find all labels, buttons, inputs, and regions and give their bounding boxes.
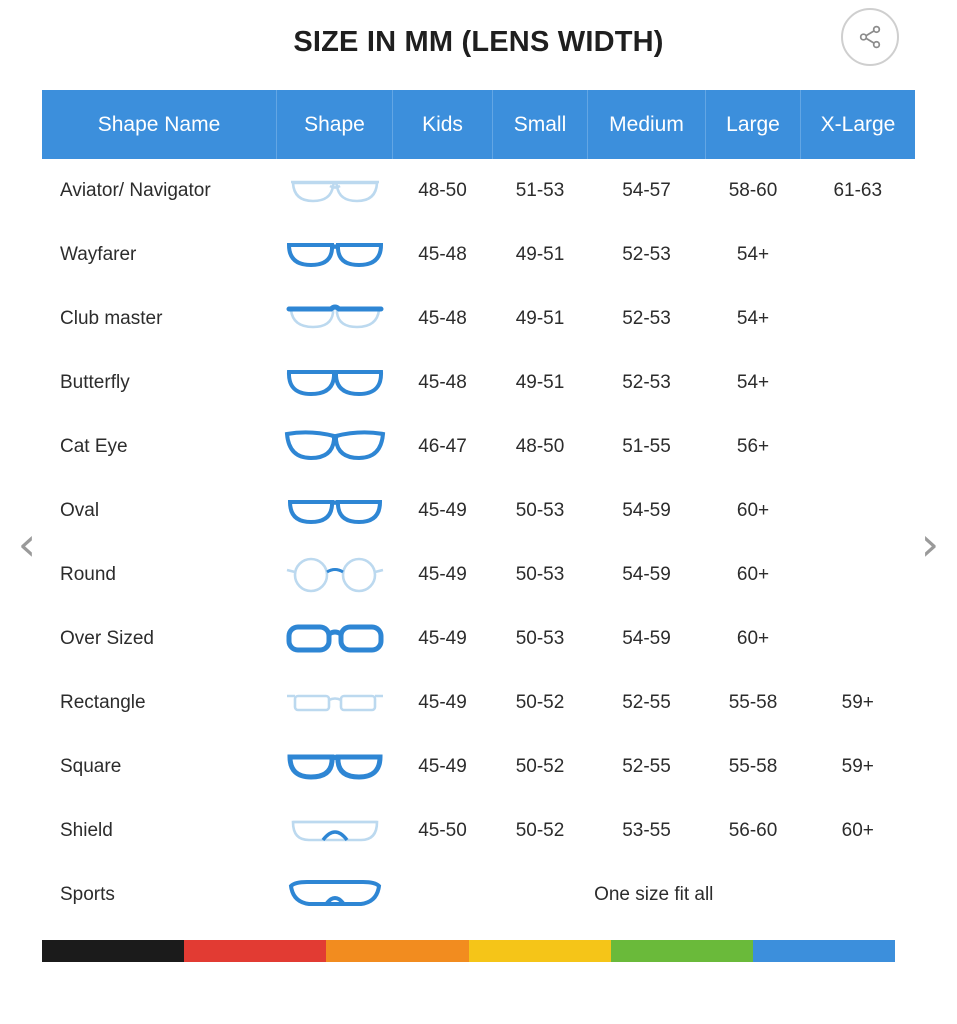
table-row (42, 351, 915, 415)
cell-shape-name: Round (42, 543, 277, 607)
sports-glasses-icon (277, 872, 393, 918)
color-bar-segment-2 (326, 940, 468, 962)
cell-kids: 45-49 (393, 479, 493, 543)
cell-shape-name: Rectangle (42, 671, 277, 735)
cell-small: 49-51 (493, 223, 588, 287)
table-row (42, 479, 915, 543)
cell-small: 49-51 (493, 351, 588, 415)
size-table-card (42, 90, 895, 927)
column-header-shape: Shape (277, 90, 393, 159)
table-row (42, 735, 915, 799)
cell-shape-icon (277, 415, 393, 479)
cell-small: 50-53 (493, 607, 588, 671)
color-bar-segment-1 (184, 940, 326, 962)
table-row (42, 607, 915, 671)
table-row (42, 799, 915, 863)
cell-kids: 45-49 (393, 543, 493, 607)
cell-large: 54+ (706, 351, 801, 415)
cell-large: 56+ (706, 415, 801, 479)
wayfarer-glasses-icon (277, 232, 393, 278)
cell-kids: 45-48 (393, 223, 493, 287)
cell-shape-name: Club master (42, 287, 277, 351)
cell-shape-name: Over Sized (42, 607, 277, 671)
cell-shape-icon (277, 607, 393, 671)
color-bar-segment-4 (611, 940, 753, 962)
cell-shape-name: Butterfly (42, 351, 277, 415)
cell-small: 50-53 (493, 543, 588, 607)
cell-shape-icon (277, 479, 393, 543)
size-table-body (42, 159, 915, 927)
cell-xlarge (801, 223, 916, 287)
cell-large: 54+ (706, 223, 801, 287)
cateye-glasses-icon (277, 424, 393, 470)
cell-shape-icon (277, 799, 393, 863)
cell-small: 49-51 (493, 287, 588, 351)
butterfly-glasses-icon (277, 360, 393, 406)
table-row (42, 415, 915, 479)
cell-kids: 48-50 (393, 159, 493, 223)
cell-shape-name: Wayfarer (42, 223, 277, 287)
cell-kids: 45-49 (393, 735, 493, 799)
size-table-head (42, 90, 915, 159)
oversized-glasses-icon (277, 616, 393, 662)
rectangle-glasses-icon (277, 680, 393, 726)
cell-medium: 54-59 (588, 607, 706, 671)
cell-medium: 52-53 (588, 223, 706, 287)
cell-medium: 54-59 (588, 543, 706, 607)
color-bar-segment-3 (469, 940, 611, 962)
cell-shape-icon (277, 863, 393, 927)
cell-shape-name: Sports (42, 863, 277, 927)
cell-kids: 46-47 (393, 415, 493, 479)
cell-large: 55-58 (706, 671, 801, 735)
cell-small: 50-52 (493, 671, 588, 735)
cell-medium: 52-55 (588, 671, 706, 735)
table-row (42, 159, 915, 223)
cell-medium: 51-55 (588, 415, 706, 479)
square-glasses-icon (277, 744, 393, 790)
table-row (42, 223, 915, 287)
cell-xlarge: 59+ (801, 671, 916, 735)
table-row-sports (42, 863, 915, 927)
cell-shape-icon (277, 671, 393, 735)
carousel-next-arrow[interactable]: › (920, 517, 940, 571)
aviator-glasses-icon (277, 168, 393, 214)
cell-large: 58-60 (706, 159, 801, 223)
cell-shape-icon (277, 287, 393, 351)
cell-shape-icon (277, 223, 393, 287)
cell-kids: 45-48 (393, 351, 493, 415)
cell-kids: 45-49 (393, 671, 493, 735)
cell-medium: 52-53 (588, 287, 706, 351)
cell-shape-name: Oval (42, 479, 277, 543)
cell-kids: 45-49 (393, 607, 493, 671)
cell-xlarge (801, 415, 916, 479)
cell-large: 55-58 (706, 735, 801, 799)
cell-small: 51-53 (493, 159, 588, 223)
cell-one-size-note: One size fit all (393, 863, 916, 927)
cell-xlarge: 60+ (801, 799, 916, 863)
cell-large: 56-60 (706, 799, 801, 863)
cell-large: 54+ (706, 287, 801, 351)
color-bar-segment-5 (753, 940, 895, 962)
table-header-row (42, 90, 915, 159)
oval-glasses-icon (277, 488, 393, 534)
cell-shape-icon (277, 543, 393, 607)
column-header-kids: Kids (393, 90, 493, 159)
cell-medium: 52-55 (588, 735, 706, 799)
column-header-small: Small (493, 90, 588, 159)
column-header-medium: Medium (588, 90, 706, 159)
page-title: SIZE IN MM (LENS WIDTH) (293, 26, 664, 58)
cell-large: 60+ (706, 607, 801, 671)
share-icon (857, 24, 883, 50)
table-row (42, 671, 915, 735)
carousel-prev-arrow[interactable]: ‹ (17, 517, 37, 571)
cell-xlarge (801, 607, 916, 671)
clubmaster-glasses-icon (277, 296, 393, 342)
cell-kids: 45-48 (393, 287, 493, 351)
cell-shape-name: Square (42, 735, 277, 799)
cell-small: 50-52 (493, 799, 588, 863)
share-button[interactable] (841, 8, 899, 66)
cell-shape-name: Shield (42, 799, 277, 863)
cell-xlarge (801, 479, 916, 543)
cell-kids: 45-50 (393, 799, 493, 863)
cell-shape-name: Aviator/ Navigator (42, 159, 277, 223)
cell-small: 48-50 (493, 415, 588, 479)
cell-shape-icon (277, 351, 393, 415)
cell-shape-icon (277, 735, 393, 799)
page-left-margin (0, 0, 42, 1024)
cell-shape-name: Cat Eye (42, 415, 277, 479)
cell-medium: 53-55 (588, 799, 706, 863)
cell-xlarge (801, 351, 916, 415)
column-header-xlarge: X-Large (801, 90, 916, 159)
color-bar-segment-0 (42, 940, 184, 962)
column-header-large: Large (706, 90, 801, 159)
cell-xlarge: 59+ (801, 735, 916, 799)
size-table (42, 90, 915, 927)
cell-medium: 52-53 (588, 351, 706, 415)
table-row (42, 543, 915, 607)
table-row (42, 287, 915, 351)
cell-medium: 54-59 (588, 479, 706, 543)
cell-large: 60+ (706, 543, 801, 607)
cell-large: 60+ (706, 479, 801, 543)
column-header-shape-name: Shape Name (42, 90, 277, 159)
cell-shape-icon (277, 159, 393, 223)
cell-medium: 54-57 (588, 159, 706, 223)
cell-xlarge: 61-63 (801, 159, 916, 223)
cell-small: 50-53 (493, 479, 588, 543)
round-glasses-icon (277, 552, 393, 598)
cell-xlarge (801, 543, 916, 607)
color-bar (42, 940, 895, 962)
cell-small: 50-52 (493, 735, 588, 799)
cell-xlarge (801, 287, 916, 351)
shield-glasses-icon (277, 808, 393, 854)
